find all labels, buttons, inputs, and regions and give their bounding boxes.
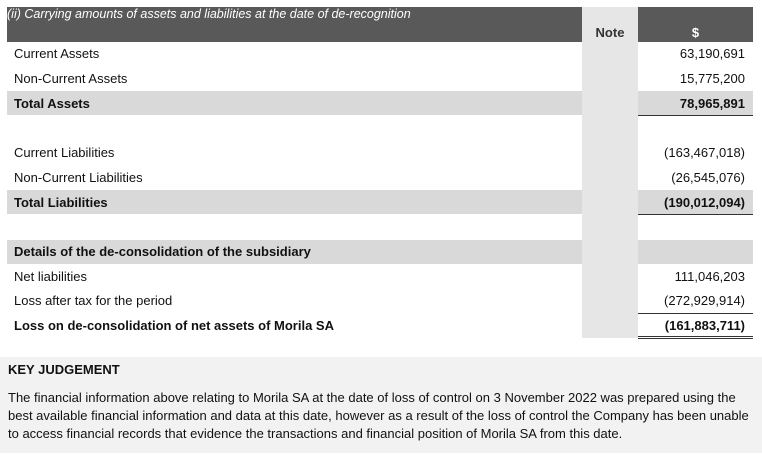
loss-deconsolidation-value: (161,883,711) <box>664 318 745 333</box>
total-assets-value: 78,965,891 <box>679 96 745 111</box>
net-liabilities-label: Net liabilities <box>14 269 87 284</box>
noncurrent-liabilities-value: (26,545,076) <box>671 170 745 185</box>
table-title: (ii) Carrying amounts of assets and liabilities at the date of de-recognition <box>7 7 411 21</box>
current-liabilities-label: Current Liabilities <box>14 145 115 160</box>
total-assets-rule <box>638 115 753 116</box>
net-liabilities-value: 111,046,203 <box>674 269 745 284</box>
loss-deconsolidation-label: Loss on de-consolidation of net assets of Morila SA <box>14 318 334 333</box>
noncurrent-assets-label: Non-Current Assets <box>14 71 128 86</box>
noncurrent-assets-value: 15,775,200 <box>679 71 745 86</box>
key-judgement-line-3: to access financial records that evidence the transactions and financial position of Morila SA from this date. <box>8 426 623 441</box>
current-assets-value: 63,190,691 <box>679 46 745 61</box>
note-column-header: Note <box>595 25 625 40</box>
total-liabilities-rule <box>638 214 753 215</box>
key-judgement-line-1: The financial information above relating to Morila SA at the date of loss of control on 3 November 2022 was prepared using the <box>8 390 736 405</box>
loss-deconsolidation-double-rule-1 <box>638 336 753 337</box>
loss-deconsolidation-top-rule <box>638 313 753 314</box>
current-liabilities-value: (163,467,018) <box>664 145 745 160</box>
deconsolidation-heading-value-band <box>638 240 753 264</box>
key-judgement-line-2: best available financial information and data at this date, however as a result of the loss of control the Company has been unable <box>8 408 749 423</box>
total-liabilities-value: (190,012,094) <box>664 195 745 210</box>
total-assets-band <box>7 91 582 115</box>
loss-after-tax-label: Loss after tax for the period <box>14 293 173 308</box>
total-liabilities-label: Total Liabilities <box>14 195 108 210</box>
key-judgement-title: KEY JUDGEMENT <box>8 362 120 377</box>
loss-after-tax-value: (272,929,914) <box>664 293 745 308</box>
total-assets-label: Total Assets <box>14 96 90 111</box>
currency-column-header: $ <box>691 25 700 40</box>
current-assets-label: Current Assets <box>14 46 100 61</box>
noncurrent-liabilities-label: Non-Current Liabilities <box>14 170 143 185</box>
deconsolidation-heading: Details of the de-consolidation of the subsidiary <box>14 244 311 259</box>
note-column <box>582 7 638 338</box>
loss-deconsolidation-double-rule-2 <box>638 338 753 339</box>
